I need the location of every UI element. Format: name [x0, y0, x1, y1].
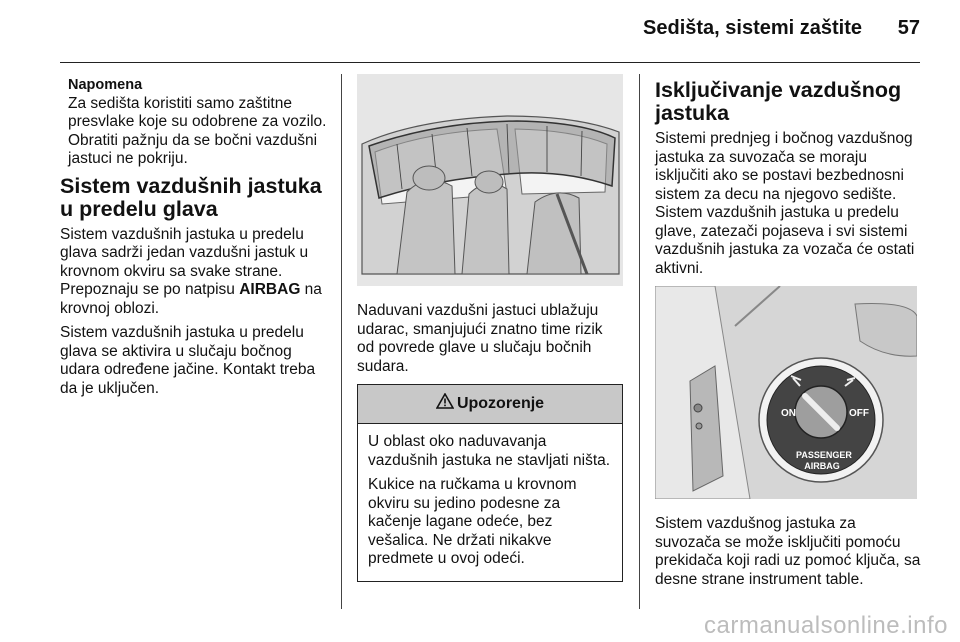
figure-airbag-key-switch — [655, 286, 917, 499]
page-number: 57 — [897, 17, 920, 39]
airbag-label-text: AIRBAG — [239, 281, 301, 298]
warning-header — [358, 385, 622, 424]
note-title: Napomena — [68, 77, 143, 93]
header-rule — [60, 62, 920, 63]
left-column — [60, 76, 328, 404]
warning-box — [357, 384, 623, 582]
paragraph-deactivation: Sistemi prednjeg i bočnog vazdušnog jastuka za suvozača se moraju isključiti ako se postavi bezbednosni sistem za decu na njegovo sedište. Sistem vazdušnih jastuka u predelu glave, zatezači pojaseva i svi sistemi vazdušnih jastuka za vozača će ostati aktivni. — [655, 130, 915, 277]
column-divider-left — [341, 74, 342, 609]
paragraph-head-airbag-1 — [60, 226, 328, 319]
page-header-title: Sedišta, sistemi zaštite — [643, 17, 862, 39]
switch-on-label: ON — [781, 408, 796, 419]
key-switch-illustration — [655, 286, 917, 499]
right-column — [655, 76, 923, 589]
footer-watermark: carmanualsonline.info — [704, 612, 948, 639]
switch-label-airbag: AIRBAG — [804, 461, 840, 471]
paragraph-head-airbag-2: Sistem vazdušnih jastuka u predelu glava se aktivira u slučaju bočnog udara određene jačine. Kontakt treba da je uključen. — [60, 324, 316, 397]
section-heading-head-airbag: Sistem vazdušnih jastuka u predelu glava — [60, 173, 322, 221]
warning-text-1: U oblast oko naduvavanja vazdušnih jastuka ne stavljati ništa. — [368, 433, 611, 469]
figure-inflated-curtain-airbags — [357, 74, 623, 286]
switch-label-passenger: PASSENGER — [796, 450, 852, 460]
warning-text-2: Kukice na ručkama u krovnom okviru su jedino podesne za kačenje lagane odeće, bez vešalica. Ne držati nikakve predmete u ovoj odeći. — [368, 476, 577, 567]
warning-body — [358, 424, 622, 581]
paragraph-text-after: na krovnoj oblozi. — [60, 281, 322, 317]
note-text: Za sedišta koristiti samo zaštitne presvlake koje su odobrene za vozilo. Obratiti pažnju da se bočni vazdušni jastuci ne pokriju. — [68, 94, 327, 167]
note-block — [60, 76, 328, 169]
figure-caption-key-switch: Sistem vazdušnog jastuka za suvozača se može isključiti pomoću prekidača koji radi uz pomoć ključa, sa desne strane instrument table. — [655, 515, 921, 588]
warning-title: Upozorenje — [456, 394, 545, 412]
paragraph-text-before: Sistem vazdušnih jastuka u predelu glava sadrži jedan vazdušni jastuk u krovnom okviru sa svake strane. Prepoznaju se po natpisu — [60, 225, 309, 298]
curtain-airbag-illustration — [357, 74, 623, 286]
middle-column — [357, 74, 623, 582]
column-divider-right — [639, 74, 640, 609]
figure-caption-curtain: Naduvani vazdušni jastuci ublažuju udarac, smanjujući znatno time rizik od povrede glave u slučaju bočnih sudara. — [357, 302, 603, 375]
warning-triangle-icon — [436, 393, 454, 415]
section-heading-deactivation: Isključivanje vazdušnog jastuka — [655, 78, 902, 125]
switch-off-label: OFF — [849, 408, 869, 419]
